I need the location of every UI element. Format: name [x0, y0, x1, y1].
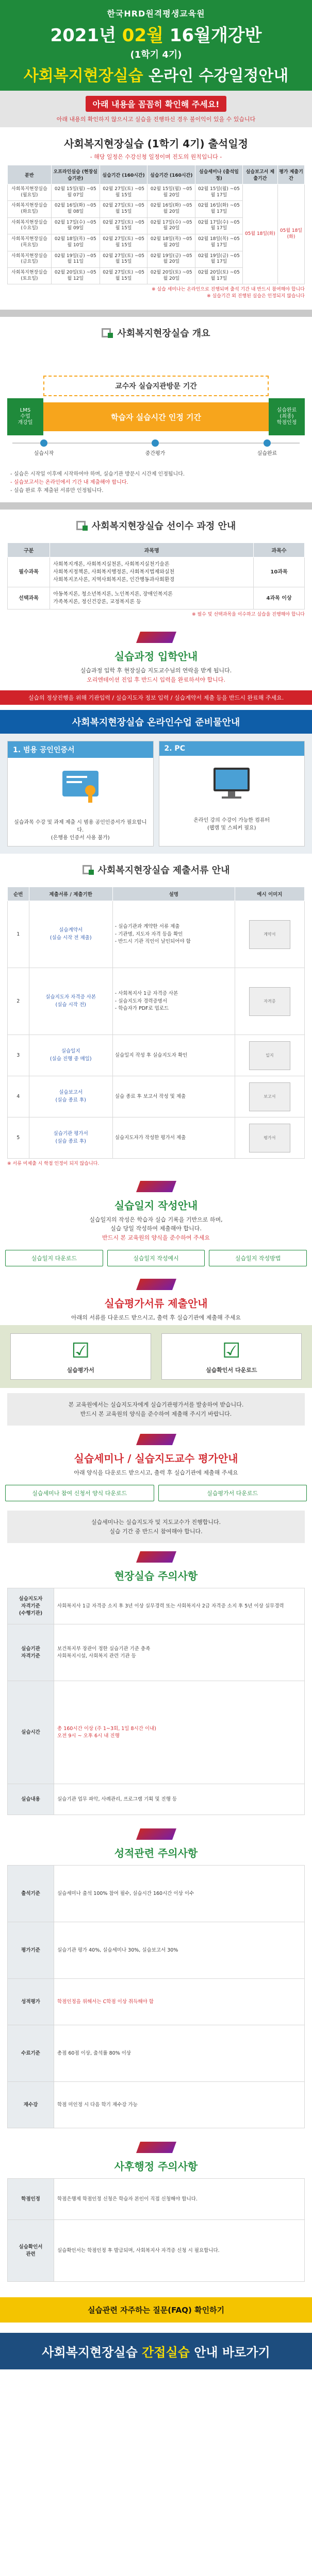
table-cell: 02월 19일(금) ~05월 20일 [147, 251, 195, 267]
table-cell: 실습지도자 자격기준 (수행기관) [8, 1588, 54, 1624]
schedule-subtitle: - 해당 일정은 수강신청 일정이며 진도의 원칙입니다 - [90, 154, 222, 160]
docs-section [0, 882, 312, 1173]
table-row [8, 1866, 305, 1922]
table-row [8, 1588, 305, 1624]
eval-card-label: 실습확인서 다운로드 [206, 1367, 257, 1374]
table-row [8, 587, 305, 609]
table-row [8, 1979, 305, 2025]
table-cell: 02월 17일(수) ~05월 20일 [147, 217, 195, 234]
table-cell: 학점은행제 학점인정 신청은 학습자 본인이 직접 신청해야 합니다. [54, 2179, 305, 2220]
table-row [8, 1076, 305, 1117]
write-title: 실습일지 작성안내 [114, 1199, 198, 1212]
table-cell: 필수과목 [8, 557, 50, 587]
table-cell: 수료기준 [8, 2025, 54, 2082]
table-cell: 2 [8, 968, 29, 1035]
diary-example-button[interactable]: 실습일지 작성예시 [107, 1250, 205, 1266]
table-cell: 02월 17일(수) ~05월 17일 [195, 217, 243, 234]
table-row [8, 1681, 305, 1784]
table-cell: 실습기관 자격기준 [8, 1624, 54, 1681]
outline-title: 사회복지현장실습 개요 [0, 326, 312, 340]
table-cell: 실습내용 [8, 1784, 54, 1815]
document-thumbnail: 자격증 [249, 987, 290, 1016]
prep-card-head: 1. 범용 공인인증서 [8, 741, 153, 758]
table-cell: 학점 미인정 시 다음 학기 재수강 가능 [54, 2082, 305, 2128]
table-row [8, 901, 305, 968]
table-cell: 사회복지사 1급 자격증 소지 후 3년 이상 실무경력 또는 사회복지사 2급 자격증 소지 후 5년 이상 실무경력 [54, 1588, 305, 1624]
table-row [8, 1624, 305, 1681]
docs-header: 예시 이미지 [235, 887, 304, 901]
subjects-header: 구분 [8, 543, 50, 557]
timeline-dot [152, 439, 159, 447]
table-cell: 실습세미나 출석 100% 참여 필수, 실습시간 160시간 이상 이수 [54, 1866, 305, 1922]
table-cell: 02월 15일(월) ~05월 17일 [195, 184, 243, 201]
eval-text: 아래의 서류를 다운로드 받으시고, 출력 후 실습기관에 제출해 주세요 [71, 1314, 241, 1321]
table-cell: 02월 19일(금) ~05월 11일 [51, 251, 100, 267]
table-cell: - 사회복지사 1급 자격증 사본 - 실습지도자 경력증명서 - 학습자가 PDF로 업로드 [112, 968, 235, 1035]
table-cell: 사회복지현장실습 (화요일) [8, 201, 52, 217]
table-cell: 실습기관 업무 파악, 사례관리, 프로그램 기획 및 진행 등 [54, 1784, 305, 1815]
footer-link[interactable]: 사회복지현장실습 간접실습 안내 바로가기 [0, 2333, 312, 2369]
table-cell: 02월 15일(월) ~05월 20일 [147, 184, 195, 201]
caution-section [0, 1583, 312, 1820]
table-cell: 총 160시간 이상 (주 1~3회, 1일 8시간 이내) 오전 9시 ~ 오후 6시 내 진행 [54, 1681, 305, 1784]
table-cell: 아동복지론, 청소년복지론, 노인복지론, 장애인복지론 가족복지론, 정신건강론, 교정복지론 등 [50, 587, 254, 609]
docs-table [7, 887, 305, 1159]
document-thumbnail: 계약서 [249, 920, 290, 949]
diary-download-button[interactable]: 실습일지 다운로드 [5, 1250, 103, 1266]
table-cell: 실습기관 평가서 (실습 종료 후) [29, 1117, 112, 1159]
table-cell: 학점인정을 위해서는 C학점 이상 취득해야 함 [54, 1979, 305, 2025]
eval-info-box: 본 교육원에서는 실습지도자에게 실습기관평가서를 발송하여 받습니다. 반드시 본 교육원의 양식을 준수하여 제출해 주시기 바랍니다. [7, 1393, 305, 1426]
divider [0, 310, 312, 317]
table-cell: 실습기관 평가 40%, 실습세미나 30%, 실습보고서 30% [54, 1922, 305, 1979]
table-cell: 실습 종료 후 보고서 작성 및 제출 [112, 1076, 235, 1117]
eval-card-label: 실습평가서 [67, 1367, 94, 1374]
diamond-decoration [0, 1434, 312, 1447]
page-title: 사회복지현장실습 온라인 수강일정안내 [23, 67, 289, 85]
caution-table [7, 1588, 305, 1815]
grading-table [7, 1865, 305, 2128]
table-cell: 실습보고서 (실습 종료 후) [29, 1076, 112, 1117]
caution-title: 현장실습 주의사항 [114, 1570, 198, 1583]
schedule-header: 오프라인실습 (현장실습기관) [51, 165, 100, 184]
timeline-dot [264, 439, 271, 447]
table-cell: 02월 18일(목) ~05월 20일 [147, 234, 195, 251]
table-cell: 5 [8, 1117, 29, 1159]
subjects-footnote: ※ 필수 및 선택과목을 이수하고 실습을 진행해야 합니다 [192, 612, 305, 618]
seminar-buttons [0, 1481, 312, 1505]
schedule-header: 실습기간 (160시간) [100, 165, 147, 184]
table-cell: 02월 16일(화) ~05월 20일 [147, 201, 195, 217]
faq-link[interactable]: 실습관련 자주하는 질문(FAQ) 확인하기 [0, 2297, 312, 2323]
table-cell: 02월 16일(화) ~05월 08일 [51, 201, 100, 217]
after-table [7, 2178, 305, 2282]
diamond-decoration [0, 1828, 312, 1842]
grading-title: 성적관련 주의사항 [114, 1847, 198, 1860]
table-cell: 실습시간 [8, 1681, 54, 1784]
table-cell: 재수강 [8, 2082, 54, 2128]
table-cell: 1 [8, 901, 29, 968]
table-cell: 실습지도자가 작성한 평가서 제출 [112, 1117, 235, 1159]
header-term: (1학기 4기) [130, 49, 182, 60]
table-cell: 실습지도자 자격증 사본 (실습 시작 전) [29, 968, 112, 1035]
checkbox-icon: ☑ [71, 1339, 90, 1363]
diamond-decoration [0, 1551, 312, 1565]
docs-header: 설명 [112, 887, 235, 901]
timeline-dot [40, 439, 47, 447]
table-cell: 02월 20일(토) ~05월 20일 [147, 267, 195, 284]
seminar-form-download-button[interactable]: 실습세미나 참여 신청서 양식 다운로드 [5, 1485, 154, 1501]
eval-card[interactable] [10, 1333, 151, 1380]
table-cell: 4과목 이상 [254, 587, 305, 609]
schedule-header: 실습보고서 제출기간 [242, 165, 277, 184]
schedule-header: 평가 제출기간 [278, 165, 305, 184]
document-thumbnail: 평가서 [249, 1124, 290, 1153]
table-cell: 사회복지개론, 사회복지실천론, 사회복지실천기술론 사회복지정책론, 사회복지행정론, 사회복지법제와실천 사회복지조사론, 지역사회복지론, 인간행동과사회환경 [50, 557, 254, 587]
table-cell: 02월 27일(토) ~05월 15일 [100, 251, 147, 267]
schedule-section [0, 127, 312, 304]
outline-notes [0, 468, 312, 497]
grading-section [0, 1860, 312, 2133]
after-section [0, 2173, 312, 2287]
checkbox-icon: ☑ [222, 1339, 241, 1363]
org-name: 한국HRD원격평생교육원 [107, 9, 205, 19]
write-text: 실습일지의 작성은 학습자 실습 기록을 기반으로 하며, 실습 당일 작성하여 제출해야 합니다. 반드시 본 교육원의 양식을 준수하여 주세요 [89, 1216, 223, 1241]
table-row [8, 1922, 305, 1979]
table-cell: 02월 17일(수) ~05월 09일 [51, 217, 100, 234]
table-cell: 보건복지부 장관이 정한 실습기관 기준 충족 사회복지시설, 사회복지 관련 기관 등 [54, 1624, 305, 1681]
table-cell: 02월 19일(금) ~05월 17일 [195, 251, 243, 267]
table-row [8, 1117, 305, 1159]
table-row [8, 2220, 305, 2282]
table-cell: 학점인정 [8, 2179, 54, 2220]
table-cell: 사회복지현장실습 (금요일) [8, 251, 52, 267]
timeline-label: 실습시작 [34, 451, 54, 457]
subjects-table [7, 543, 305, 609]
square-icon [83, 526, 88, 531]
schedule-header: 실습기간 (160시간) [147, 165, 195, 184]
table-row [8, 968, 305, 1035]
docs-footnote: ※ 서류 미제출 시 학점 인정이 되지 않습니다. [7, 1161, 100, 1167]
table-cell: 사회복지현장실습 (목요일) [8, 234, 52, 251]
table-cell: 02월 27일(토) ~05월 15일 [100, 234, 147, 251]
entry-title: 실습과정 입학안내 [114, 650, 198, 663]
table-cell: 02월 18일(목) ~05월 10일 [51, 234, 100, 251]
notice-bar: 아래 내용을 꼼꼼히 확인해 주세요! [86, 96, 227, 112]
document-thumbnail: 보고서 [249, 1082, 290, 1111]
table-cell: 사회복지현장실습 (월요일) [8, 184, 52, 201]
table-row [8, 1035, 305, 1076]
table-cell: 05월 18일(화) [242, 184, 277, 284]
table-cell: 실습확인서 관련 [8, 2220, 54, 2282]
outline-note: - 실습은 시작일 이후에 시작하여야 하며, 실습기관 방문시 시간제 인정됩니다. [10, 471, 185, 478]
table-cell: 3 [8, 1035, 29, 1076]
write-buttons [0, 1246, 312, 1270]
notice-text: 아래 내용의 확인하지 않으시고 실습을 진행하신 경우 불이익이 있을 수 있습니다 [56, 116, 256, 123]
entry-text: 실습과정 입학 후 현장실습 지도교수님의 연락을 받게 됩니다. 오리엔테이션 진입 후 반드시 입력을 완료하셔야 합니다. [80, 667, 232, 683]
table-cell: 10과목 [254, 557, 305, 587]
table-row [8, 557, 305, 587]
prep-card-text: 온라인 강의 수강이 가능한 컴퓨터 (웹캠 및 스피커 필요) [193, 818, 270, 832]
table-cell: 성적평가 [8, 1979, 54, 2025]
table-cell: 02월 16일(화) ~05월 17일 [195, 201, 243, 217]
document-thumbnail: 일지 [249, 1041, 290, 1070]
completion-box: 실습완료 (최종) 학점인정 [269, 398, 305, 435]
table-cell: 실습일지 (실습 진행 중 매일) [29, 1035, 112, 1076]
schedule-header: 분반 [8, 165, 52, 184]
diamond-decoration [0, 1279, 312, 1292]
table-cell: 실습확인서는 학점인정 후 발급되며, 사회복지사 자격증 신청 시 필요합니다. [54, 2220, 305, 2282]
after-title: 사후행정 주의사항 [114, 2160, 198, 2173]
computer-icon [159, 756, 305, 812]
page-header [0, 0, 312, 91]
docs-header: 순번 [8, 887, 29, 901]
table-cell: 05월 18일(화) [278, 184, 305, 284]
notice-section [0, 91, 312, 127]
docs-header: 제출서류 / 제출기한 [29, 887, 112, 901]
diary-howto-button[interactable]: 실습일지 작성방법 [209, 1250, 307, 1266]
table-row [8, 2179, 305, 2220]
table-cell: - 실습기관과 계약한 서류 제출 - 기관명, 지도자 자격 등을 확인 - 반드시 기관 직인이 날인되어야 함 [112, 901, 235, 968]
seminar-title: 실습세미나 / 실습지도교수 평가안내 [74, 1452, 238, 1465]
divider [0, 502, 312, 510]
table-cell: 평가기준 [8, 1922, 54, 1979]
table-cell: 02월 20일(토) ~05월 12일 [51, 267, 100, 284]
table-row [8, 2025, 305, 2082]
seminar-info-box: 실습세미나는 실습지도자 및 지도교수가 진행합니다. 실습 기간 중 반드시 참여해야 합니다. [7, 1511, 305, 1543]
table-row [8, 1784, 305, 1815]
schedule-note: ※ 실습 세미나는 온라인으로 진행되며 출석 기간 내 반드시 참여해야 합니다 ※ 실습기간 외 진행된 실습은 인정되지 않습니다 [152, 287, 305, 299]
timeline-label: 실습완료 [257, 451, 277, 457]
prep-section [0, 734, 312, 854]
table-row [8, 184, 305, 201]
table-row [8, 2082, 305, 2128]
eval-card[interactable] [161, 1333, 302, 1380]
outline-note: - 실습보고서는 온라인에서 기간 내 제출해야 합니다. [10, 480, 128, 486]
diamond-decoration [0, 2142, 312, 2155]
table-cell: 사회복지현장실습 (토요일) [8, 267, 52, 284]
table-cell: 02월 15일(월) ~05월 07일 [51, 184, 100, 201]
subjects-section [0, 537, 312, 623]
table-cell: 02월 27일(토) ~05월 15일 [100, 267, 147, 284]
table-cell: 실습일지 작성 후 실습지도자 확인 [112, 1035, 235, 1076]
schedule-title: 사회복지현장실습 (1학기 4기) 출석일정 [64, 138, 248, 150]
lms-start-box: LMS 수업 개강일 [7, 398, 43, 435]
table-cell: 02월 20일(토) ~05월 17일 [195, 267, 243, 284]
prep-card-head: 2. PC [159, 741, 305, 756]
prep-card-pc [159, 741, 305, 846]
diamond-decoration [0, 1181, 312, 1194]
professor-visit-period: 교수자 실습지관방문 기간 [43, 376, 269, 396]
table-cell: 4 [8, 1076, 29, 1117]
practice-period-bar: 학습자 실습시간 인정 기간 [43, 402, 269, 431]
schedule-table [7, 165, 305, 284]
table-cell: 02월 27일(토) ~05월 15일 [100, 184, 147, 201]
prep-title: 사회복지현장실습 온라인수업 준비물안내 [0, 710, 312, 734]
outline-note: - 실습 완료 후 제출된 서류만 인정됩니다. [10, 488, 104, 494]
square-icon [89, 870, 94, 875]
timeline-label: 중간평가 [145, 451, 166, 457]
table-cell: 02월 27일(토) ~05월 15일 [100, 217, 147, 234]
table-cell: 선택과목 [8, 587, 50, 609]
square-icon [108, 333, 113, 338]
docs-title: 사회복지현장실습 제출서류 안내 [0, 863, 312, 876]
prep-card-text: 실습과목 수강 및 과제 제출 시 범용 공인인증서가 필요합니다. (은행용 인증서 사용 불가) [14, 820, 147, 841]
subjects-title: 사회복지현장실습 선이수 과정 안내 [0, 519, 312, 532]
outline-timeline [7, 345, 305, 468]
eval-cards [0, 1325, 312, 1388]
header-date: 2021년 02월 16월개강반 [50, 25, 262, 46]
subjects-header: 과목수 [254, 543, 305, 557]
subjects-header: 과목명 [50, 543, 254, 557]
diamond-decoration [0, 632, 312, 645]
table-cell: 사회복지현장실습 (수요일) [8, 217, 52, 234]
table-cell: 출석기준 [8, 1866, 54, 1922]
certificate-icon [8, 758, 153, 815]
schedule-header: 실습세미나 (출석일정) [195, 165, 243, 184]
seminar-eval-download-button[interactable]: 실습평가서 다운로드 [158, 1485, 307, 1501]
table-cell: 02월 18일(목) ~05월 17일 [195, 234, 243, 251]
table-cell: 02월 27일(토) ~05월 15일 [100, 201, 147, 217]
table-cell: 실습계약서 (실습 시작 전 제출) [29, 901, 112, 968]
eval-title: 실습평가서류 제출안내 [104, 1297, 208, 1310]
table-cell: 총점 60점 이상, 출석률 80% 이상 [54, 2025, 305, 2082]
entry-redbar: 실습의 정상진행을 위해 기관입력 / 실습지도자 정보 입력 / 실습계약서 제출 등을 반드시 완료해 주세요. [0, 690, 312, 705]
seminar-text: 아래 양식을 다운로드 받으시고, 출력 후 실습기관에 제출해 주세요 [74, 1469, 238, 1477]
prep-card-cert [7, 741, 154, 846]
